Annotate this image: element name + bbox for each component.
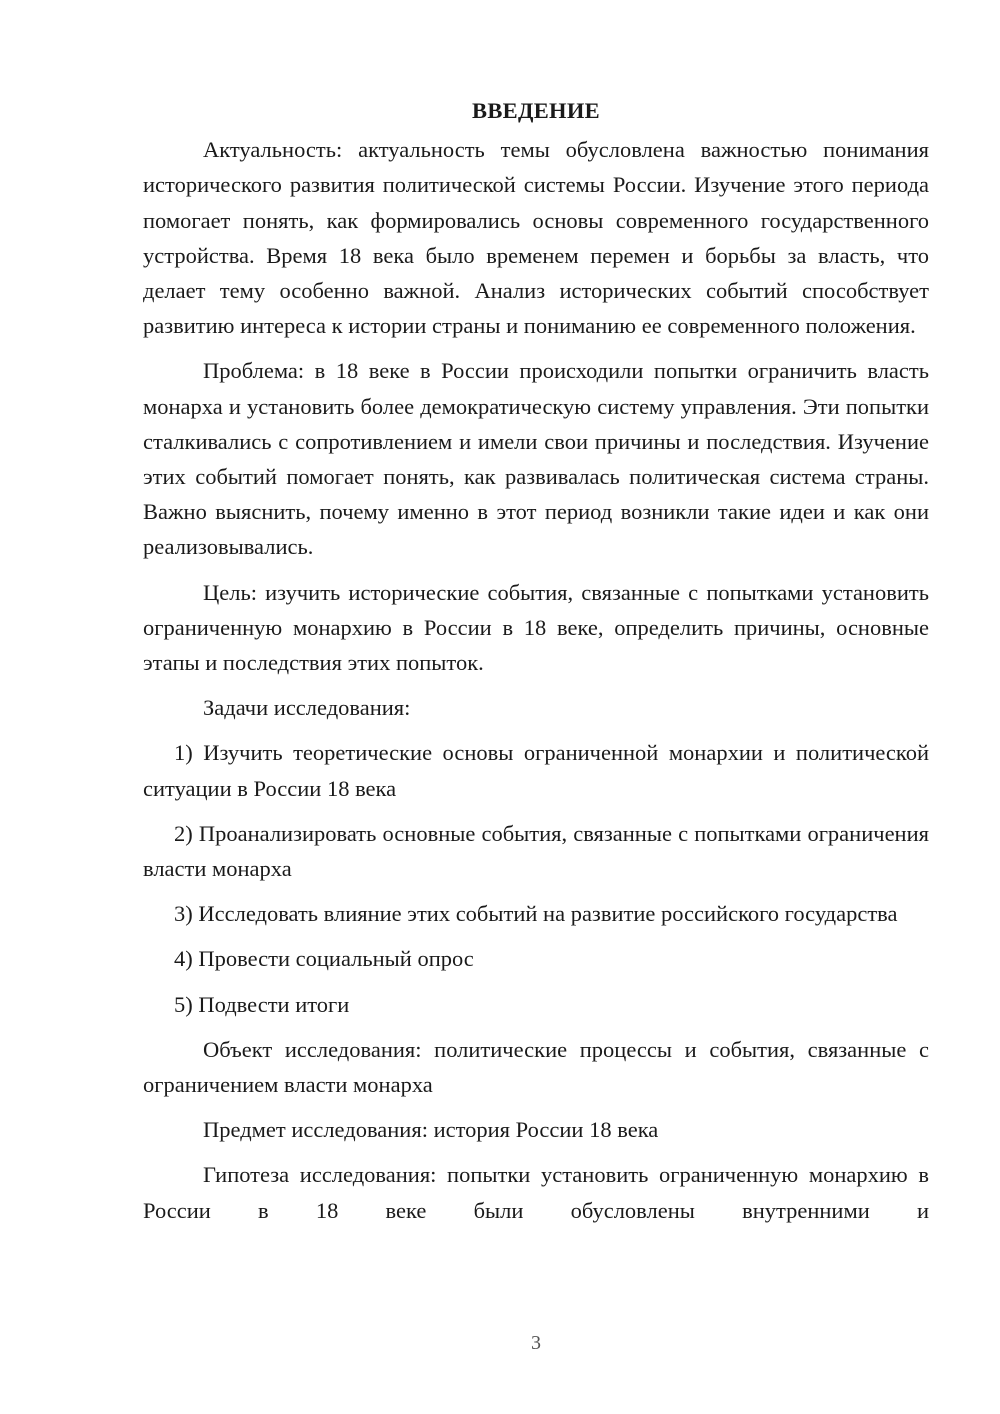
page-number: 3 [531,1332,541,1354]
list-item: 2) Проанализировать основные события, связанные с попытками ограничения власти монарха [143,820,929,882]
list-item: 4) Провести социальный опрос [174,946,474,972]
paragraph-object: Объект исследования: политические процессы и события, связанные с ограничением власти монарха [143,1036,929,1098]
page-title: ВВЕДЕНИЕ [472,98,600,123]
paragraph-goal: Цель: изучить исторические события, связанные с попытками установить ограниченную монархию в России в 18 веке, определить причины, основные этапы и последствия этих попыток. [143,579,929,676]
paragraph-subject: Предмет исследования: история России 18 века [203,1117,659,1143]
paragraph-problem: Проблема: в 18 веке в России происходили попытки ограничить власть монарха и установить более демократическую систему управления. Эти попытки сталкивались с сопротивлением и имели свои причины и последствия. Изучение этих событий помогает понять, как развивалась политическая система страны. Важно выяснить, почему именно в этот период возникли такие идеи и как они реализовывались. [143,358,929,560]
paragraph-tasks-heading: Задачи исследования: [203,695,411,721]
paragraph-hypothesis: Гипотеза исследования: попытки установить ограниченную монархию в России в 18 веке были обусловлены внутренними и [143,1162,929,1223]
list-item: 1) Изучить теоретические основы ограниченной монархии и политической ситуации в России 18 века [143,740,929,801]
document-page [143,93,929,1238]
list-item: 5) Подвести итоги [174,991,350,1017]
paragraph-relevance: Актуальность: актуальность темы обусловлена важностью понимания исторического развития политической системы России. Изучение этого периода помогает понять, как формировались основы современного государственного устройства. Время 18 века было временем перемен и борьбы за власть, что делает тему особенно важной. Анализ исторических событий способствует развитию интереса к истории страны и пониманию ее современного положения. [143,137,929,339]
tasks-list [143,735,929,1021]
list-item: 3) Исследовать влияние этих событий на развитие российского государства [174,901,898,927]
